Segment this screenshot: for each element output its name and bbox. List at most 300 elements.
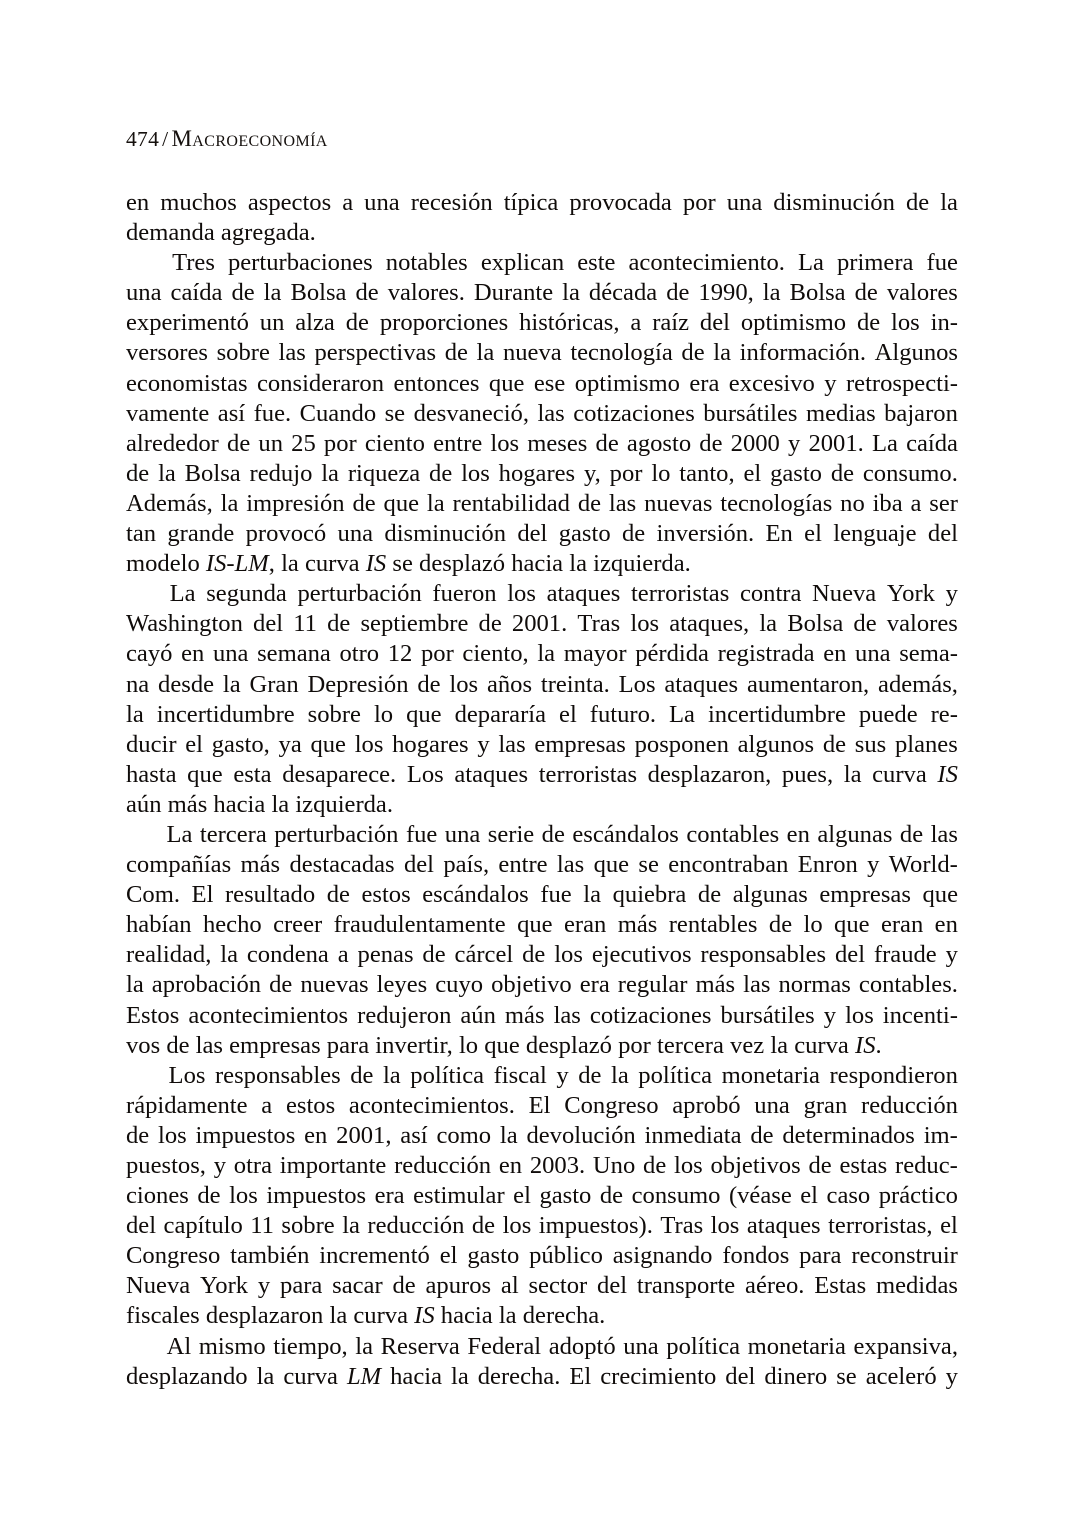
text-word: reducción — [394, 1152, 492, 1179]
text-word: los — [674, 1152, 703, 1179]
text-word: los — [630, 610, 660, 638]
paragraph-indent — [126, 579, 159, 609]
text-word: im- — [923, 1121, 958, 1149]
text-line — [126, 1091, 958, 1121]
text-word: información. — [739, 339, 866, 367]
text-word: responsables — [700, 941, 827, 969]
text-word: una — [337, 520, 374, 548]
text-word: vamente — [126, 399, 210, 427]
text-word: provocó — [245, 520, 327, 548]
text-line — [126, 609, 958, 639]
text-word: del — [927, 520, 958, 548]
text-word: treinta. — [540, 670, 610, 698]
text-word: históricas, — [519, 309, 620, 337]
text-word: se — [638, 851, 659, 879]
text-word: medidas — [875, 1272, 958, 1300]
text-word: que — [383, 489, 420, 517]
text-word: fondos — [722, 1242, 790, 1270]
text-word: práctico — [878, 1182, 958, 1210]
text-word: de — [471, 1212, 496, 1240]
text-word: que — [310, 730, 346, 758]
text-word: excesivo — [728, 369, 815, 397]
text-word: cuyo — [435, 971, 484, 999]
text-word: lenguaje — [833, 520, 917, 548]
text-word: World- — [888, 851, 958, 879]
text-word: Congreso — [126, 1242, 221, 1270]
text-line — [126, 519, 958, 549]
text-word: reducción — [367, 1212, 465, 1240]
text-word: a — [630, 309, 642, 337]
text-word: por — [323, 429, 357, 457]
text-word: tan — [126, 520, 157, 548]
text-word: estos — [361, 881, 411, 909]
text-line — [126, 1211, 958, 1241]
text-word: 2001, — [336, 1121, 392, 1149]
text-word: ataques — [746, 1212, 821, 1240]
text-line — [126, 730, 958, 760]
text-word: medias — [805, 399, 876, 427]
text-word: sema- — [899, 640, 958, 668]
text-word: Los — [406, 760, 444, 788]
text-word: crecimiento — [600, 1362, 717, 1390]
text-word: se — [384, 399, 406, 427]
text-word: de — [854, 279, 878, 307]
text-word: se — [836, 1362, 857, 1390]
text-word: de — [853, 610, 877, 638]
body-paragraph — [126, 1332, 958, 1392]
text-word: típica — [503, 189, 559, 216]
paragraph-indent — [126, 1332, 159, 1362]
text-word: Al — [166, 1332, 192, 1360]
text-line — [126, 459, 958, 489]
text-word: bajaron — [884, 399, 958, 427]
text-word: política — [638, 1061, 713, 1089]
text-word: Bolsa — [290, 279, 347, 307]
text-word: ya — [278, 730, 302, 758]
text-word: los — [461, 459, 490, 487]
text-word: década — [588, 279, 658, 307]
text-word: 11 — [250, 1212, 274, 1240]
text-word: entre — [498, 851, 548, 879]
text-word: recesión — [410, 189, 493, 216]
text-word: y — [556, 1061, 569, 1089]
text-word: de — [522, 941, 546, 969]
text-word: Tras — [660, 1212, 704, 1240]
body-text-block — [126, 188, 958, 1392]
text-word: mismo — [198, 1332, 266, 1360]
text-word: de — [326, 881, 350, 909]
text-word: pérdida — [635, 640, 709, 668]
text-word: de — [697, 881, 722, 909]
text-word: creer — [273, 911, 323, 939]
text-line — [126, 1001, 958, 1031]
text-word: La — [797, 249, 824, 277]
text-word: bursátiles — [703, 399, 798, 427]
text-word: este — [577, 249, 616, 277]
text-word: de — [822, 730, 847, 758]
text-word: más — [695, 971, 736, 999]
text-word: un — [258, 429, 283, 457]
text-word: del — [699, 309, 730, 337]
text-word: de — [808, 1152, 832, 1179]
text-word: los — [845, 1001, 874, 1029]
text-word: las — [743, 971, 771, 999]
text-word: los — [158, 1121, 187, 1149]
text-word: desplazaron, — [647, 760, 772, 788]
text-word: ataques — [664, 670, 739, 698]
text-word: más — [504, 1001, 545, 1029]
text-word: tecnología — [570, 339, 673, 367]
text-line — [126, 940, 958, 970]
text-word: la — [263, 279, 282, 307]
text-word: algunas — [732, 881, 808, 909]
text-word: una — [212, 640, 249, 668]
text-word: disminución — [384, 520, 506, 548]
text-word: sobre — [281, 1212, 335, 1240]
text-word: estos — [285, 1091, 336, 1119]
text-word: terroristas — [538, 760, 638, 788]
text-word: de — [699, 429, 723, 457]
text-line — [126, 248, 958, 278]
text-word: el — [439, 1242, 458, 1270]
text-word: La — [169, 580, 196, 608]
text-word: destacadas — [289, 851, 395, 879]
text-word: en — [181, 640, 205, 668]
text-word: consumo — [631, 1182, 721, 1210]
paragraph-indent — [126, 1061, 159, 1091]
text-word: el — [804, 520, 822, 548]
text-word: las — [608, 489, 637, 517]
text-word: devolución — [526, 1121, 636, 1149]
text-line: fiscales desplazaron la curva IS hacia la derecha. — [126, 1302, 606, 1330]
text-word: Reserva — [380, 1332, 460, 1360]
text-word: fraudulentamente — [333, 911, 506, 939]
text-word: depararía — [454, 700, 547, 728]
text-word: impuestos). — [538, 1212, 653, 1240]
text-word: hasta — [126, 760, 177, 788]
text-word: septiembre — [360, 610, 469, 638]
text-word: de — [595, 429, 619, 457]
text-word: terroristas, — [828, 1212, 933, 1240]
text-line — [126, 399, 958, 429]
text-word: perturbación — [274, 820, 399, 848]
text-word: economistas — [126, 369, 248, 397]
text-word: empresas — [534, 730, 626, 758]
text-word: Bolsa — [184, 459, 241, 487]
text-word: de — [478, 610, 502, 638]
text-word: alrededor — [126, 429, 219, 457]
text-word: a — [337, 941, 349, 969]
text-word: las — [556, 851, 585, 879]
text-word: una — [726, 189, 763, 216]
text-word: por — [682, 189, 716, 216]
text-word: ataques, — [669, 610, 750, 638]
text-word: y — [477, 730, 490, 758]
text-line — [126, 1362, 958, 1392]
text-word: Congreso — [564, 1091, 659, 1119]
text-line — [126, 579, 958, 609]
text-word: otra — [233, 1152, 273, 1179]
text-word: gasto — [558, 520, 611, 548]
text-word: en — [934, 911, 958, 939]
text-word: impuestos — [195, 1121, 296, 1149]
text-word: más — [240, 851, 281, 879]
text-word: Durante — [473, 279, 554, 307]
text-word: en — [126, 189, 150, 216]
text-line — [126, 639, 958, 669]
text-word: lo — [651, 459, 671, 487]
text-line — [126, 1271, 958, 1301]
text-word: política — [666, 1332, 741, 1360]
text-word: los — [507, 580, 536, 608]
text-word: que — [488, 369, 525, 397]
text-word: entonces — [393, 369, 480, 397]
text-word: sobre — [216, 339, 270, 367]
text-word: estimular — [413, 1182, 505, 1210]
text-word: reducción — [861, 1091, 958, 1119]
text-line: aún más hacia la izquierda. — [126, 790, 393, 818]
text-word: experimentó — [126, 309, 249, 337]
text-word: quiebra — [612, 881, 687, 909]
text-word: los — [490, 429, 520, 457]
text-word: transporte — [636, 1272, 736, 1300]
text-word: por — [420, 640, 454, 668]
paragraph-indent — [126, 820, 159, 850]
text-word: que — [922, 881, 958, 909]
text-word: in- — [930, 309, 958, 337]
text-word: de — [227, 429, 251, 457]
text-word: fueron — [432, 580, 497, 608]
text-word: fue — [405, 820, 438, 848]
text-word: Cuando — [299, 399, 377, 427]
text-word: del — [725, 1362, 756, 1390]
text-word: aprobación — [151, 971, 262, 999]
text-word: tiempo, — [273, 1332, 348, 1360]
text-word: algunas — [817, 820, 893, 848]
text-word: contables. — [858, 971, 958, 999]
text-word: como — [436, 1121, 492, 1149]
text-word: dinero — [764, 1362, 828, 1390]
text-word: de — [392, 1272, 416, 1300]
text-word: las — [278, 339, 306, 367]
text-word: posponen — [634, 730, 729, 758]
text-word: ciones — [126, 1182, 189, 1210]
text-word: habían — [126, 911, 192, 939]
text-word: ciento — [364, 429, 425, 457]
text-word: IS — [937, 760, 958, 788]
text-word: proporciones — [379, 309, 509, 337]
text-word: y — [213, 1152, 226, 1179]
text-word: valores — [886, 279, 958, 307]
text-word: tecnologías — [720, 489, 833, 517]
text-word: más — [617, 911, 658, 939]
text-word: el — [800, 1182, 819, 1210]
text-word: normas — [778, 971, 851, 999]
text-word: para — [280, 1272, 323, 1300]
text-word: redujo — [249, 459, 313, 487]
text-line — [126, 850, 958, 880]
body-paragraph — [126, 820, 958, 1061]
text-word: nueva — [502, 339, 562, 367]
text-word: a — [342, 189, 354, 216]
text-line — [126, 188, 958, 218]
running-head-book-title: Macroeconomía — [171, 126, 328, 151]
text-word: acontecimiento. — [628, 249, 785, 277]
text-word: la — [126, 700, 144, 728]
text-word: curva — [872, 760, 927, 788]
page-folio-number: 474 — [126, 127, 160, 151]
text-word: consumo. — [862, 459, 958, 487]
text-word: las — [930, 820, 958, 848]
text-word: de — [352, 489, 376, 517]
text-word: Uno — [592, 1152, 636, 1179]
text-word: objetivos — [710, 1152, 801, 1179]
text-word: El — [528, 1091, 551, 1119]
text-word: Bolsa — [789, 279, 846, 307]
text-word: en — [498, 1152, 523, 1179]
text-line — [126, 1332, 958, 1362]
text-word: 1990, — [698, 279, 754, 307]
text-word: así — [217, 399, 246, 427]
text-word: la — [220, 489, 239, 517]
text-word: de — [126, 1121, 150, 1149]
text-word: explican — [480, 249, 565, 277]
text-word: el — [940, 1212, 958, 1240]
text-word: y — [945, 941, 958, 969]
text-word: de — [417, 670, 441, 698]
text-word: el — [513, 1182, 531, 1210]
text-word: una — [364, 189, 400, 216]
text-word: la — [451, 1362, 469, 1390]
text-word: ejecutivos — [591, 941, 692, 969]
text-word: la — [759, 610, 778, 638]
text-word: no — [840, 489, 865, 517]
text-word: Gran — [249, 670, 299, 698]
text-word: 12 — [387, 640, 413, 668]
text-word: que — [834, 911, 870, 939]
text-word: semana — [257, 640, 331, 668]
text-word: la — [220, 941, 238, 969]
text-word: El — [569, 1362, 592, 1390]
body-paragraph — [126, 579, 958, 820]
text-word: futuro. — [589, 700, 657, 728]
text-word: desaparece. — [282, 760, 397, 788]
text-word: desde — [158, 670, 215, 698]
text-word: riqueza — [347, 459, 421, 487]
text-word: de — [666, 279, 690, 307]
text-word: eran — [880, 911, 924, 939]
text-word: expansiva, — [853, 1332, 958, 1360]
text-word: acontecimientos — [188, 1001, 349, 1029]
text-word: monetaria — [721, 1061, 820, 1089]
text-word: de — [429, 459, 453, 487]
text-word: hogares — [392, 730, 469, 758]
text-word: disminución — [773, 189, 895, 216]
text-line: vos de las empresas para invertir, lo que desplazó por tercera vez la curva IS. — [126, 1031, 882, 1059]
text-word: notables — [385, 249, 468, 277]
text-word: acontecimientos. — [348, 1091, 515, 1119]
text-word: York — [886, 580, 935, 608]
text-word: respondieron — [829, 1061, 958, 1089]
text-word: registrada — [717, 640, 815, 668]
text-word: fue — [540, 881, 572, 909]
text-word: aéreo. — [745, 1272, 805, 1300]
text-word: del — [126, 1212, 157, 1240]
text-word: perturbación — [297, 580, 422, 608]
text-word: política — [410, 1061, 485, 1089]
running-head-separator: / — [162, 127, 169, 151]
text-line — [126, 700, 958, 730]
text-word: de — [355, 279, 379, 307]
text-word: la — [843, 760, 862, 788]
text-word: nuevas — [644, 489, 713, 517]
text-word: 25 — [291, 429, 316, 457]
text-word: optimismo — [574, 369, 680, 397]
body-paragraph — [126, 188, 958, 248]
paragraph-indent — [126, 248, 159, 278]
text-word: meses — [527, 429, 588, 457]
text-word: Nueva — [126, 1272, 191, 1300]
text-word: una — [444, 820, 481, 848]
text-word: regular — [617, 971, 688, 999]
text-word: era — [579, 971, 610, 999]
text-line — [126, 1121, 958, 1151]
text-word: cayó — [126, 640, 173, 668]
text-word: incertidumbre — [707, 700, 846, 728]
text-word: Com. — [126, 881, 180, 909]
text-word: aumentaron, — [746, 670, 870, 698]
text-word: caso — [826, 1182, 871, 1210]
text-word: La — [166, 820, 193, 848]
text-word: escándalos — [572, 820, 679, 848]
text-word: la — [342, 1212, 360, 1240]
text-word: la — [126, 971, 144, 999]
text-word: En — [765, 520, 793, 548]
body-paragraph — [126, 248, 958, 579]
text-line — [126, 1061, 958, 1091]
text-word: los — [354, 730, 384, 758]
text-word: los — [502, 1212, 532, 1240]
text-word: valores. — [387, 279, 465, 307]
text-word: lo — [803, 911, 823, 939]
text-word: también — [230, 1242, 310, 1270]
text-word: responsables — [214, 1061, 341, 1089]
text-word: Tras — [577, 610, 621, 638]
text-word: reconstruir — [851, 1242, 958, 1270]
text-word: Enron — [797, 851, 858, 879]
text-word: retrospecti- — [845, 369, 958, 397]
text-word: a — [261, 1091, 273, 1119]
text-word: realidad, — [126, 941, 212, 969]
text-word: la — [537, 640, 556, 668]
text-line: demanda agregada. — [126, 219, 316, 247]
text-line — [126, 308, 958, 338]
text-word: para — [799, 1242, 842, 1270]
text-word: algunos — [737, 730, 815, 758]
text-word: de — [599, 1182, 624, 1210]
text-word: asignando — [612, 1242, 713, 1270]
text-word: de — [905, 189, 930, 216]
text-word: la — [713, 339, 731, 367]
text-word: que — [593, 851, 630, 879]
text-word: inversión. — [656, 520, 755, 548]
text-word: gasto, — [211, 730, 270, 758]
text-word: importante — [279, 1152, 387, 1179]
text-word: los — [449, 670, 479, 698]
text-word: eran — [563, 911, 607, 939]
text-word: los — [891, 309, 920, 337]
text-word: compañías — [126, 851, 232, 879]
